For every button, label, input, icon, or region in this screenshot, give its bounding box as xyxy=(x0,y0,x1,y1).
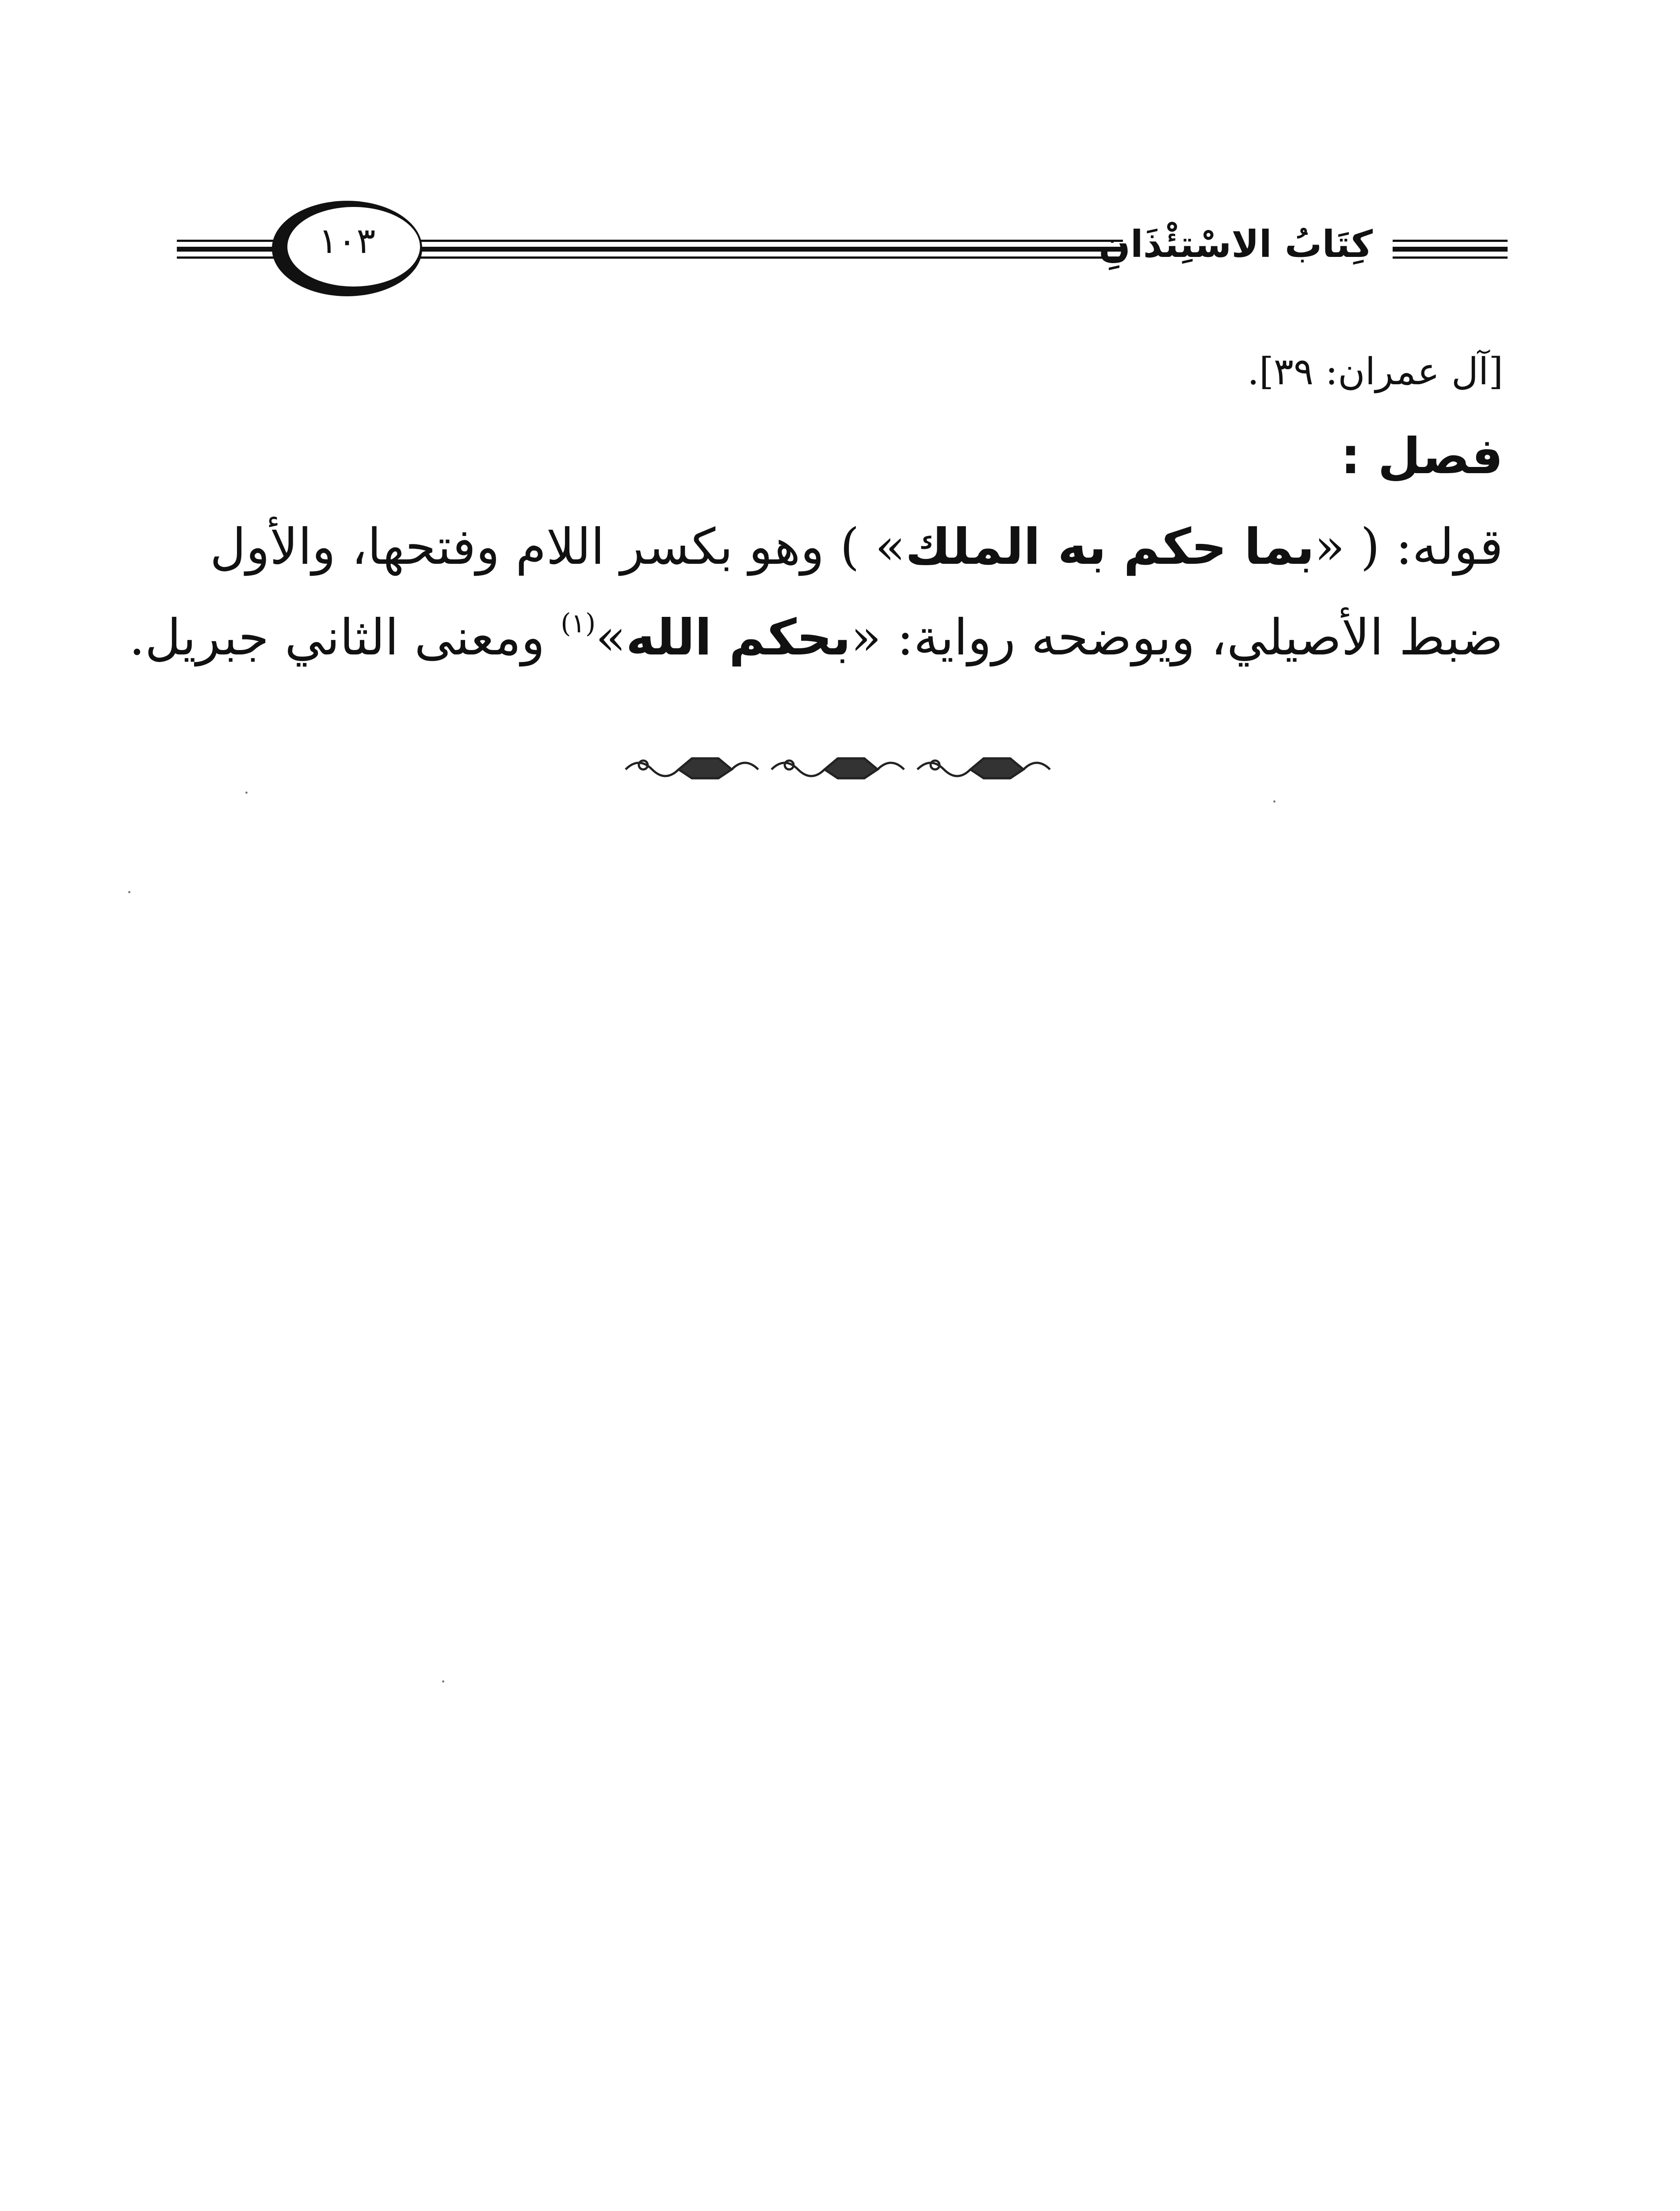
body-line-2-prefix: ضبط الأصيلي، ويوضحه رواية: « xyxy=(851,609,1503,666)
close-quote: » xyxy=(596,609,626,666)
scan-speck xyxy=(1273,800,1275,803)
body-line-1 xyxy=(210,517,1503,577)
scan-speck xyxy=(128,891,130,893)
scan-speck xyxy=(245,792,248,794)
page-number: ١٠٣ xyxy=(318,220,376,261)
book-title: كِتَابُ الاسْتِئْذَانِ xyxy=(1099,222,1373,266)
body-line-1-prefix: قوله: ( « xyxy=(1314,518,1503,576)
section-heading: فصل : xyxy=(1340,428,1503,485)
body-line-2-suffix: ومعنى الثاني جبريل. xyxy=(129,609,561,666)
body-line-2 xyxy=(129,608,1503,667)
running-header xyxy=(177,190,1508,305)
hadith-phrase-bold: بما حكم به الملك xyxy=(905,518,1315,576)
scan-speck xyxy=(442,1680,444,1683)
verse-reference: [آل عمران: ٣٩]. xyxy=(1247,350,1503,393)
ornament-divider-icon xyxy=(617,747,1063,787)
footnote-reference: (١) xyxy=(561,608,596,639)
riwaya-phrase-bold: بحكم الله xyxy=(626,609,851,666)
body-line-1-suffix: » ) وهو بكسر اللام وفتحها، والأول xyxy=(210,518,905,576)
